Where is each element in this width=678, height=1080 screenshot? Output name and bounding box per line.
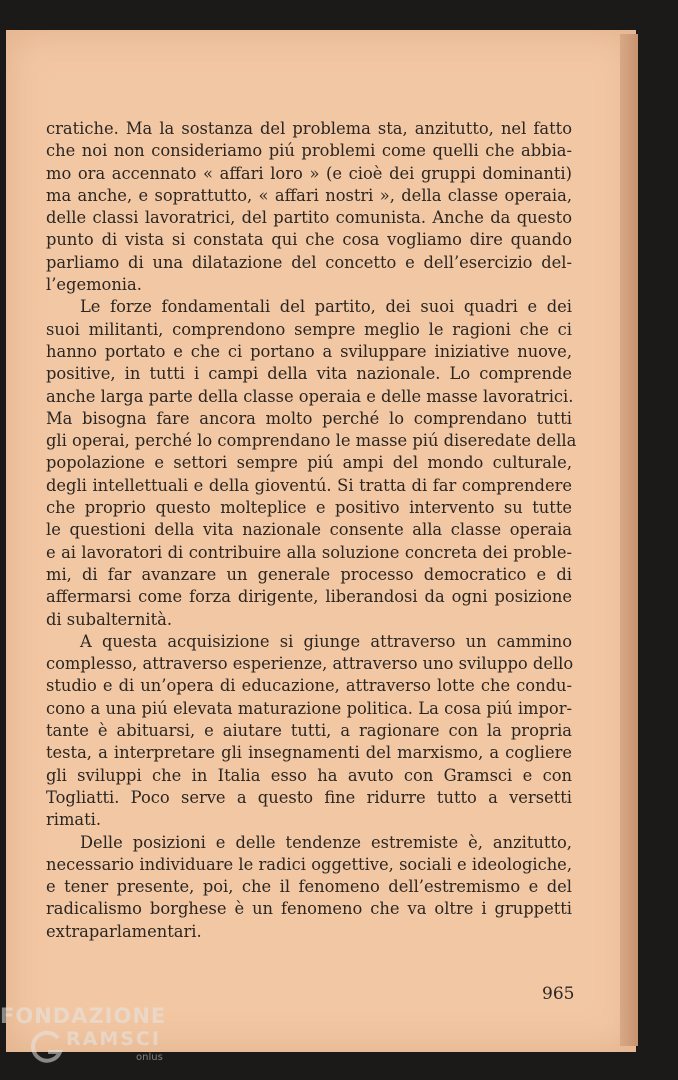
- text-line: Delle posizioni e delle tendenze estremiste è, anzitutto,: [80, 832, 572, 852]
- text-line: cono a una piú elevata maturazione politica. La cosa piú impor-: [46, 698, 572, 718]
- text-line: le questioni della vita nazionale consente alla classe operaia: [46, 520, 572, 540]
- text-line: studio e di un’opera di educazione, attraverso lotte che condu-: [46, 676, 572, 696]
- watermark-line-2: RAMSCI: [66, 1028, 161, 1050]
- text-line: che proprio questo molteplice e positivo intervento su tutte: [46, 498, 572, 518]
- text-line: gli sviluppi che in Italia esso ha avuto con Gramsci e con: [46, 765, 572, 785]
- text-line: tante è abituarsi, e aiutare tutti, a ragionare con la propria: [46, 721, 572, 741]
- text-line: e ai lavoratori di contribuire alla soluzione concreta dei proble-: [46, 542, 572, 562]
- text-line: positive, in tutti i campi della vita nazionale. Lo comprende: [46, 364, 572, 384]
- text-line: Le forze fondamentali del partito, dei suoi quadri e dei: [80, 297, 572, 317]
- text-line: punto di vista si constata qui che cosa vogliamo dire quando: [46, 230, 572, 250]
- text-line: Togliatti. Poco serve a questo fine ridurre tutto a versetti: [46, 787, 572, 807]
- text-line: l’egemonia.: [46, 275, 142, 295]
- text-line: testa, a interpretare gli insegnamenti del marxismo, a cogliere: [46, 743, 572, 763]
- text-line: rimati.: [46, 810, 102, 830]
- text-line: hanno portato e che ci portano a sviluppare iniziative nuove,: [46, 341, 572, 361]
- text-line: delle classi lavoratrici, del partito comunista. Anche da questo: [46, 208, 572, 228]
- watermark-line-3: onlus: [136, 1052, 163, 1063]
- text-line: A questa acquisizione si giunge attraverso un cammino: [80, 631, 572, 651]
- text-line: radicalismo borghese è un fenomeno che va oltre i gruppetti: [46, 899, 572, 919]
- text-line: suoi militanti, comprendono sempre meglio le ragioni che ci: [46, 319, 572, 339]
- text-line: gli operai, perché lo comprendano le masse piú diseredate della: [46, 431, 577, 451]
- watermark-line-1: FONDAZIONE: [0, 1004, 167, 1028]
- text-line: anche larga parte della classe operaia e delle masse lavoratrici.: [46, 386, 574, 406]
- page-number: 965: [542, 984, 575, 1004]
- text-line: popolazione e settori sempre piú ampi del mondo culturale,: [46, 453, 572, 473]
- body-text: [46, 118, 577, 943]
- text-line: extraparlamentari.: [46, 921, 202, 941]
- text-line: complesso, attraverso esperienze, attraverso uno sviluppo dello: [46, 654, 574, 674]
- text-line: necessario individuare le radici oggettive, sociali e ideologiche,: [46, 854, 572, 874]
- text-line: e tener presente, poi, che il fenomeno dell’estremismo e del: [46, 877, 572, 897]
- text-line: Ma bisogna fare ancora molto perché lo comprendano tutti: [46, 408, 572, 428]
- text-line: mo ora accennato « affari loro » (e cioè dei gruppi dominanti): [46, 163, 572, 183]
- text-line: cratiche. Ma la sostanza del problema sta, anzitutto, nel fatto: [46, 119, 572, 138]
- watermark: [0, 1000, 200, 1080]
- text-line: di subalternità.: [46, 609, 173, 629]
- page-edge: [620, 34, 638, 1046]
- foundation-logo-icon: [28, 1030, 64, 1066]
- text-line: parliamo di una dilatazione del concetto e dell’esercizio del-: [46, 252, 572, 272]
- text-line: mi, di far avanzare un generale processo democratico e di: [46, 564, 572, 584]
- text-line: che noi non consideriamo piú problemi come quelli che abbia-: [46, 141, 572, 161]
- text-line: ma anche, e soprattutto, « affari nostri », della classe operaia,: [46, 185, 572, 205]
- text-line: affermarsi come forza dirigente, liberandosi da ogni posizione: [46, 587, 572, 607]
- text-line: degli intellettuali e della gioventú. Si tratta di far comprendere: [46, 475, 572, 495]
